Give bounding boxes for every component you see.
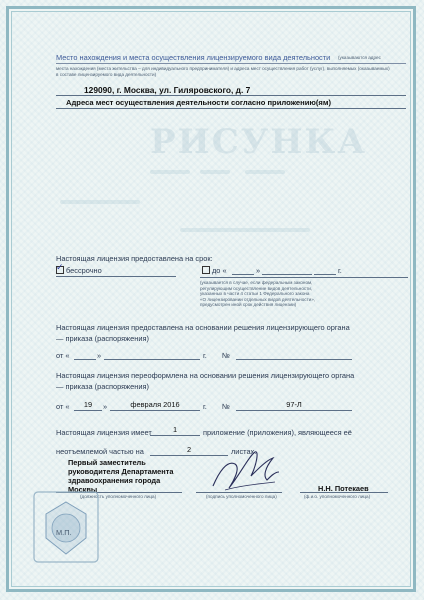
basis-number-sign: № [222, 351, 230, 360]
basis-month-line [104, 359, 200, 360]
until-checkbox [202, 266, 210, 274]
background-watermark: РИСУНКА [150, 122, 368, 162]
until-underline [200, 277, 408, 278]
seal-label: М.П. [56, 528, 72, 537]
reissue-heading-2: — приказа (распоряжения) [56, 382, 149, 391]
appendix-pages: 2 [186, 445, 192, 454]
appendix-line1-suffix: приложение (приложения), являющееся её [203, 428, 352, 437]
basis-from-mid: » [97, 351, 102, 360]
until-mid: » [256, 266, 261, 275]
position-caption: (должность уполномоченного лица) [80, 494, 157, 499]
header-title-note: (указываются адрес [338, 55, 381, 60]
reissue-number: 97-Л [286, 400, 302, 409]
reissue-heading-1: Настоящая лицензия переоформлена на основании решения лицензирующего органа [56, 371, 355, 380]
reissue-day-line [74, 410, 102, 411]
header-title [56, 53, 346, 62]
reissue-from-prefix: от « [56, 402, 70, 411]
license-address: 129090, г. Москва, ул. Гиляровского, д. 7 [84, 85, 251, 95]
basis-number-line [236, 359, 352, 360]
reissue-number-line [236, 410, 352, 411]
position-line: Первый заместитель [68, 458, 146, 467]
appendix-count-line [150, 435, 200, 436]
reissue-month-year: февраля 2016 [130, 400, 180, 409]
header-note-1: места нахождения (места жительства – для индивидуального предпринимателя) и адреса мест осуществления работ (услуг), выполняемых (оказываемых) [56, 66, 390, 71]
position-line: здравоохранения города [68, 476, 161, 485]
reissue-year-suffix: г. [203, 402, 207, 411]
ghost-line [60, 200, 140, 204]
checkmark-icon: ✓ [56, 262, 64, 272]
name-caption: (ф.и.о. уполномоченного лица) [304, 494, 371, 499]
basis-from-prefix: от « [56, 351, 70, 360]
header-title-text: Место нахождения и места осуществления лицензируемого вида деятельности [56, 53, 331, 62]
reissue-number-sign: № [222, 402, 230, 411]
header-underline [56, 63, 406, 64]
header-note-2: в составе лицензируемого вида деятельности) [56, 72, 157, 77]
appendix-line2-suffix: листах. [231, 447, 257, 456]
name-underline [300, 492, 388, 493]
side-note-line: предусмотрен иной срок действия лицензии) [200, 302, 297, 308]
ghost-line [180, 228, 310, 232]
ghost-line [150, 170, 190, 174]
signatory-name: Н.Н. Потекаев [318, 484, 369, 493]
signature-caption: (подпись уполномоченного лица) [206, 494, 277, 499]
until-month-line [262, 274, 312, 275]
appendix-count: 1 [172, 425, 178, 434]
addresses-underline [56, 108, 406, 109]
term-indefinite-option [56, 262, 102, 275]
until-prefix: до « [212, 266, 227, 275]
basis-day-line [74, 359, 96, 360]
ghost-line [200, 170, 230, 174]
side-note [200, 280, 350, 308]
reissue-day: 19 [83, 400, 93, 409]
handwritten-signature [205, 442, 285, 494]
reissue-from-mid: » [103, 402, 108, 411]
address-underline [56, 95, 406, 96]
until-day-line [232, 274, 254, 275]
basis-heading-2: — приказа (распоряжения) [56, 334, 149, 343]
term-until-option [202, 266, 227, 275]
indefinite-label: бессрочно [66, 266, 102, 275]
appendix-line1-prefix: Настоящая лицензия имеет [56, 428, 152, 437]
basis-heading-1: Настоящая лицензия предоставлена на основании решения лицензирующего органа [56, 323, 350, 332]
until-year-line [314, 274, 336, 275]
side-note-line: «О лицензировании отдельных видов деятельности», [200, 296, 316, 302]
ghost-line [245, 170, 285, 174]
side-note-line: регулирующим осуществление видов деятельности, [200, 285, 313, 291]
side-note-line: (указывается в случае, если федеральным законом, [200, 280, 313, 285]
seal-emblem [30, 488, 102, 566]
indefinite-checkbox [56, 262, 64, 274]
side-note-line: указанных в части 4 статьи 1 Федерального закона [200, 291, 310, 297]
basis-year-suffix: г. [203, 351, 207, 360]
position-line: Москвы [68, 485, 98, 494]
until-year-suffix: г. [338, 266, 342, 275]
reissue-month-line [110, 410, 200, 411]
indefinite-underline [56, 276, 176, 277]
position-line: руководителя Департамента [68, 467, 174, 476]
term-heading: Настоящая лицензия предоставлена на срок: [56, 254, 213, 263]
appendix-line2-prefix: неотъемлемой частью на [56, 447, 144, 456]
signature-underline [196, 492, 282, 493]
addresses-note: Адреса мест осуществления деятельности согласно приложению(ям) [66, 98, 331, 107]
